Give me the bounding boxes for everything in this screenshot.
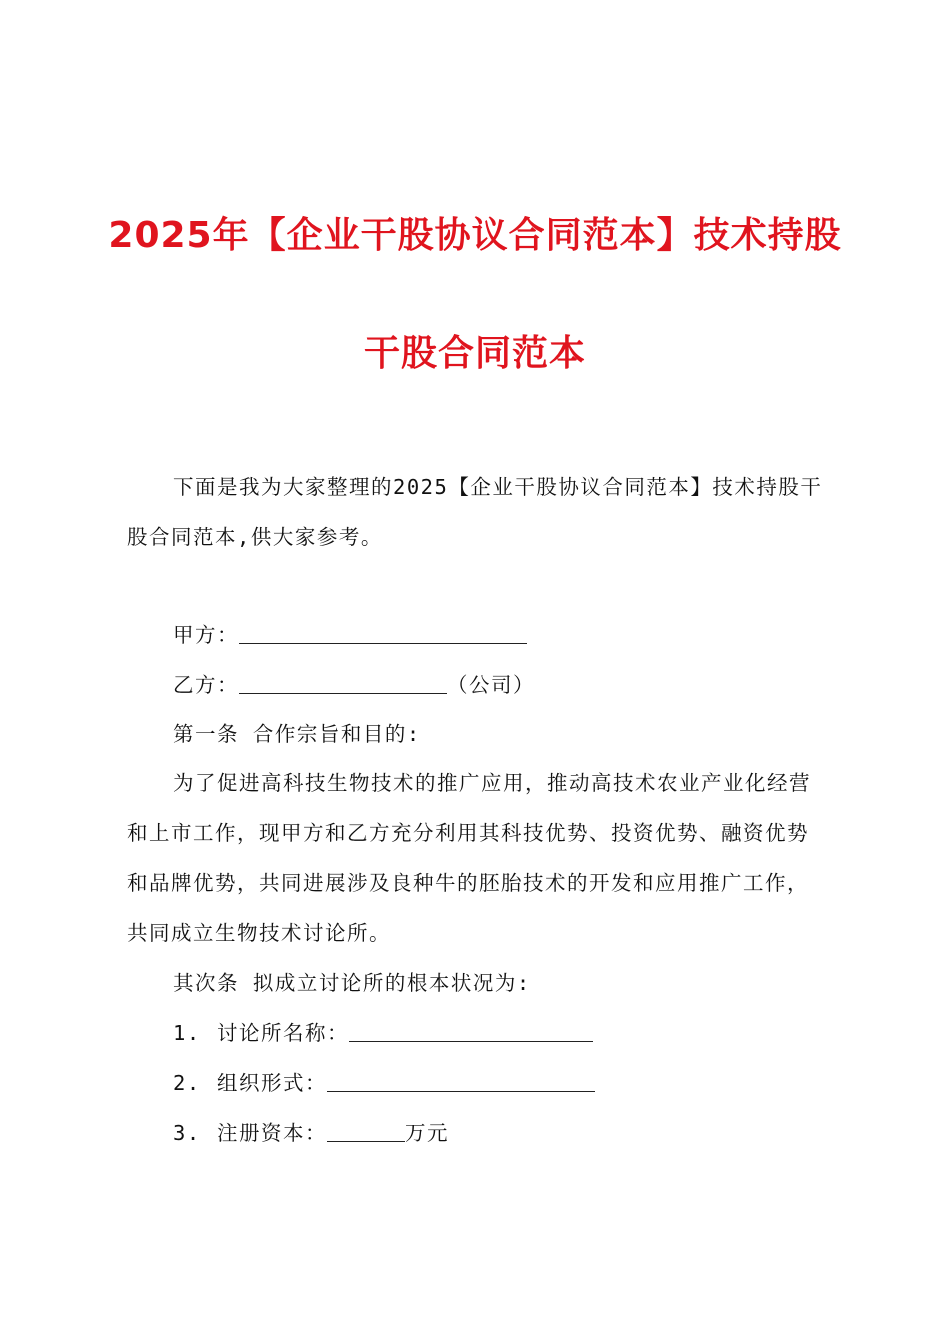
article-1-heading: 第一条 合作宗旨和目的: [173,722,421,746]
item-3-number: 3. [173,1121,201,1145]
item-2-number: 2. [173,1071,201,1095]
article-2-heading: 其次条 拟成立讨论所的根本状况为: [173,971,531,995]
item-3-suffix: 万元 [405,1121,449,1145]
item-2 [127,1058,873,1108]
article-1-line-4: 共同成立生物技术讨论所。 [127,921,391,945]
party-a-blank [239,625,527,644]
item-2-blank [327,1073,595,1092]
document-title-line-1: 2025年【企业干股协议合同范本】技术持股 [108,215,842,256]
article-1-line-3: 和品牌优势，共同进展涉及良种牛的胚胎技术的开发和应用推广工作， [127,871,809,895]
item-3-label: 注册资本： [217,1121,327,1145]
item-1-blank [349,1023,593,1042]
intro-line-2: 股合同范本,供大家参考。 [127,525,383,549]
document-title-line-2: 干股合同范本 [363,333,586,374]
item-2-label: 组织形式： [217,1071,327,1095]
party-a-label: 甲方： [173,623,239,647]
intro-line-1: 下面是我为大家整理的2025【企业干股协议合同范本】技术持股干 [173,475,823,499]
party-b-line [127,660,873,710]
party-b-suffix: （公司） [447,673,535,697]
item-1-label: 讨论所名称： [217,1021,349,1045]
article-1-line-2: 和上市工作，现甲方和乙方充分利用其科技优势、投资优势、融资优势 [127,821,809,845]
party-b-blank [239,675,447,694]
item-1 [127,1008,873,1058]
party-a-line [127,610,873,660]
party-b-label: 乙方： [173,673,239,697]
item-1-number: 1. [173,1021,201,1045]
item-3 [127,1108,873,1158]
item-3-blank [327,1123,405,1142]
article-1-line-1: 为了促进高科技生物技术的推广应用，推动高技术农业产业化经营 [173,771,811,795]
